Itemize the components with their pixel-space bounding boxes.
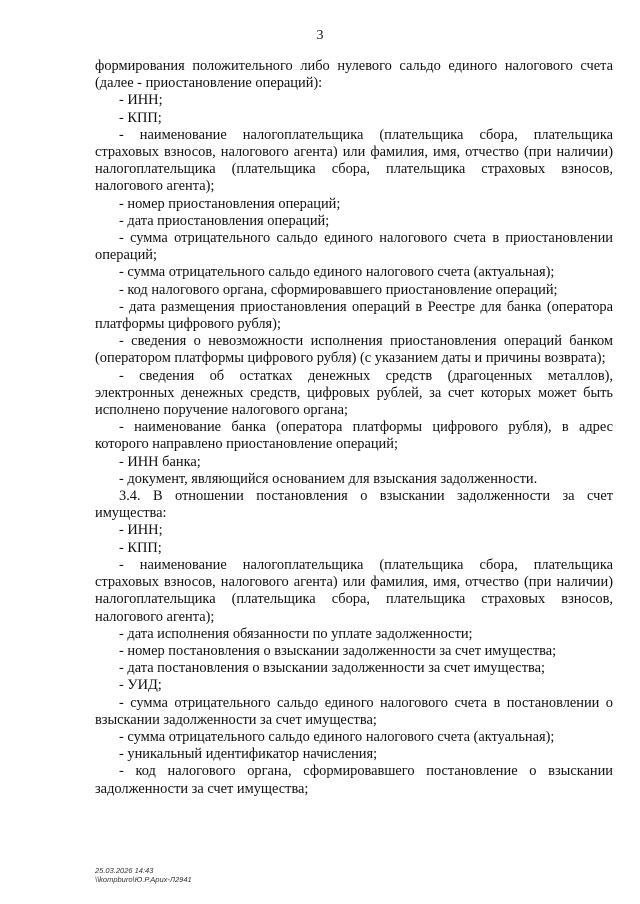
list-item: - дата постановления о взыскании задолженности за счет имущества; xyxy=(119,660,545,677)
list-item: - наименование налогоплательщика (плательщика сбора, плательщика страховых взносов, налогового агента) или фамилия, имя, отчество (при наличии) налогоплательщика (плательщика сбора, плательщика страховых взносов, налогового агента); xyxy=(95,556,613,625)
list-item: - КПП; xyxy=(119,109,162,126)
footer-file-path: \\kompburo\Ю.Р.Арих-Л2941 xyxy=(95,875,192,884)
list-item: - номер приостановления операций; xyxy=(119,195,341,212)
list-item: - наименование банка (оператора платформы цифрового рубля), в адрес которого направлено приостановление операций; xyxy=(95,419,613,453)
list-item: - дата размещения приостановления операций в Реестре для банка (оператора платформы цифрового рубля); xyxy=(95,298,613,333)
page-number: 3 xyxy=(316,28,324,43)
list-item: - ИНН банка; xyxy=(119,453,201,470)
list-item: - уникальный идентификатор начисления; xyxy=(119,746,378,763)
list-item: - ИНН; xyxy=(119,92,163,109)
list-item: - сумма отрицательного сальдо единого налогового счета (актуальная); xyxy=(119,264,555,281)
list-item: - документ, являющийся основанием для взыскания задолженности. xyxy=(119,470,538,487)
list-item: - ИНН; xyxy=(119,522,163,539)
list-item: - сведения о невозможности исполнения приостановления операций банком (оператором платформы цифрового рубля) (с указанием даты и причины возврата); xyxy=(95,333,613,367)
list-item: - код налогового органа, сформировавшего постановление о взыскании задолженности за счет имущества; xyxy=(95,763,613,797)
list-item: - сведения об остатках денежных средств (драгоценных металлов), электронных денежных средств, цифровых рублей, за счет которых может быть исполнено поручение налогового органа; xyxy=(95,367,613,419)
list-item: - дата приостановления операций; xyxy=(119,212,330,229)
list-item: - сумма отрицательного сальдо единого налогового счета (актуальная); xyxy=(119,728,555,745)
list-item: - наименование налогоплательщика (плательщика сбора, плательщика страховых взносов, налогового агента) или фамилия, имя, отчество (при наличии) налогоплательщика (плательщика сбора, плательщика страховых взносов, налогового агента); xyxy=(95,126,613,195)
list-item: - код налогового органа, сформировавшего приостановление операций; xyxy=(119,281,558,298)
paragraph: 3.4. В отношении постановления о взыскании задолженности за счет имущества: xyxy=(95,488,613,522)
document-body xyxy=(95,58,613,798)
footer-timestamp: 25.03.2026 14:43 xyxy=(95,866,154,875)
list-item: - сумма отрицательного сальдо единого налогового счета в приостановлении операций; xyxy=(95,230,613,264)
list-item: - сумма отрицательного сальдо единого налогового счета в постановлении о взыскании задолженности за счет имущества; xyxy=(95,694,613,728)
document-footer xyxy=(95,866,192,884)
list-item: - номер постановления о взыскании задолженности за счет имущества; xyxy=(119,642,557,659)
list-item: - КПП; xyxy=(119,539,162,556)
list-item: - УИД; xyxy=(119,677,162,694)
paragraph: формирования положительного либо нулевого сальдо единого налогового счета (далее - приостановление операций): xyxy=(95,58,613,92)
list-item: - дата исполнения обязанности по уплате задолженности; xyxy=(119,625,473,642)
